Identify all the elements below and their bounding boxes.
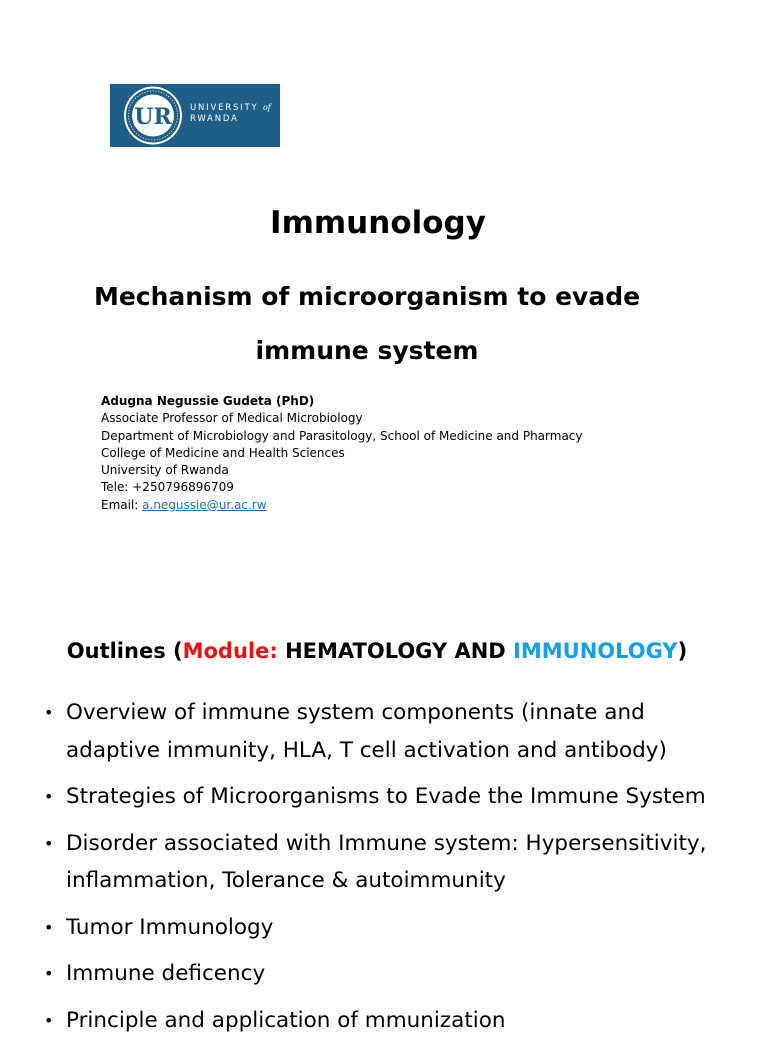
outline-slide xyxy=(0,580,768,1033)
logo-text-university: UNIVERSITY of xyxy=(190,103,271,113)
list-item: • Tumor Immunology xyxy=(44,909,724,947)
list-item: • Disorder associated with Immune system: Hypersensitivity, inflammation, Tolerance & autoimmunity xyxy=(44,825,724,900)
page-title: Immunology xyxy=(270,205,486,241)
bullet-icon: • xyxy=(44,787,54,806)
author-department: Department of Microbiology and Parasitology, School of Medicine and Pharmacy xyxy=(101,428,583,443)
bullet-icon: • xyxy=(44,917,54,937)
bullet-icon: • xyxy=(44,964,54,983)
bullet-icon: • xyxy=(44,833,54,853)
list-item: • Overview of immune system components (innate and adaptive immunity, HLA, T cell activation and antibody) xyxy=(44,694,724,769)
university-logo xyxy=(110,84,280,147)
author-position: Associate Professor of Medical Microbiology xyxy=(101,411,363,426)
bullet-icon: • xyxy=(44,703,54,722)
page-subtitle: Mechanism of microorganism to evade immune system xyxy=(93,282,641,365)
author-block xyxy=(101,393,583,514)
outline-list xyxy=(44,694,724,1048)
list-item: • Strategies of Microorganisms to Evade the Immune System xyxy=(44,778,724,816)
module-label: Module: xyxy=(182,639,278,663)
author-email-row xyxy=(101,497,583,514)
author-university: University of Rwanda xyxy=(101,463,229,478)
email-link[interactable]: a.negussie@ur.ac.rw xyxy=(142,497,267,512)
list-item: • Immune deficency xyxy=(44,955,724,993)
immunology-label: IMMUNOLOGY xyxy=(513,639,678,663)
author-college: College of Medicine and Health Sciences xyxy=(101,445,345,460)
bullet-icon: • xyxy=(44,1010,54,1030)
outline-heading: Outlines (Module: HEMATOLOGY AND IMMUNOLOGY) xyxy=(66,639,688,663)
author-name: Adugna Negussie Gudeta (PhD) xyxy=(101,394,315,408)
logo-monogram: UR xyxy=(134,104,172,130)
list-item: • Principle and application of mmunization xyxy=(44,1002,724,1040)
logo-text-rwanda: RWANDA xyxy=(190,114,239,124)
email-label: Email: xyxy=(101,497,143,512)
author-tele: Tele: +250796896709 xyxy=(101,480,234,495)
